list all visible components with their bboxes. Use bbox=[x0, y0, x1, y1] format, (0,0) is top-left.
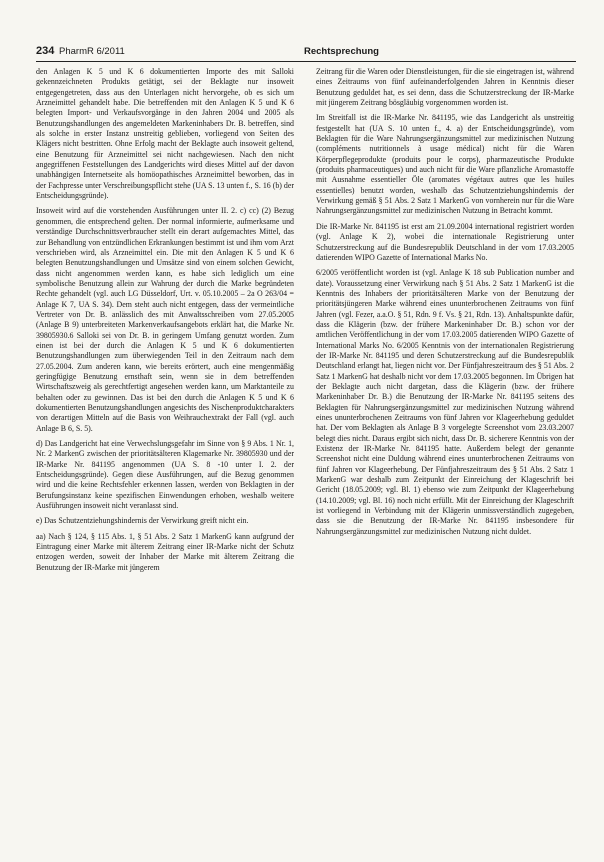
paragraph: Insoweit wird auf die vorstehenden Ausführungen unter II. 2. c) cc) (2) Bezug genommen, die entsprechend gelten. Der normal informierte, aufmerksame und verständige Durchschnittsverbraucher stellt ein derart aufgemachtes Mittel, das zur Behandlung von entzündlichen Erkrankungen bestimmt ist und ihm vom Arzt verschrieben wird, als Arzneimittel ein. Die mit den Anlagen K 5 und K 6 belegten Benutzungshandlungen und Umsätze sind von einem solchen Gewicht, dass nicht angenommen werden kann, es habe sich lediglich um eine symbolische Benutzung allein zur Wahrung der durch die Marke begründeten Rechte gehandelt (vgl. auch LG Düsseldorf, Urt. v. 05.10.2005 – 2a O 263/04 = Anlage K 7, UA S. 34). Dem steht auch nicht entgegen, dass der vermeintliche Vertreter von Dr. B. anlässlich des mit Anwaltsschreiben vom 27.05.2005 (Anlage B 9) unterbreiteten Markenverkaufsangebots erklärt hat, die Marke Nr. 39805930.6 Salloki sei von Dr. B. in geringem Umfang genutzt worden. Zum einen ist bei der durch die Anlagen K 5 und K 6 dokumentierten Benutzungshandlungen zum überwiegenden Teil in den Zeitraum nach dem 27.05.2004. Zum anderen kann, wie bereits erörtert, auch eine mengenmäßig geringfügige Benutzung ernsthaft sein, wenn sie in dem betreffenden Wirtschaftszweig als gerechtfertigt angesehen werden kann, um Marktanteile zu behalten oder zu gewinnen. Das ist bei den durch die Anlagen K 5 und K 6 dokumentierten Benutzungshandlungen angesichts des Nischenproduktcharakters von derartigen Mitteln auf die Basis von Weihrauchextrakt der Fall (vgl. auch Anlage B 6, S. 5). bbox=[36, 206, 294, 433]
section-title: Rechtsprechung bbox=[304, 46, 379, 57]
header-rule bbox=[36, 61, 576, 62]
paragraph: Die IR-Marke Nr. 841195 ist erst am 21.09.2004 international registriert worden (vgl. Anlage K 2), wobei die internationale Registrierung unter Schutzerstreckung auf die Bundesrepublik Deutschland in der vom 17.03.2005 datierenden WIPO Gazette of International Marks No. bbox=[316, 221, 574, 262]
left-column bbox=[36, 67, 294, 578]
paragraph: Zeitrang für die Waren oder Dienstleistungen, für die sie eingetragen ist, während eines Zeitraums von fünf aufeinanderfolgenden Jahren in Kenntnis dieser Benutzung geduldet hat, es sei denn, dass die Schutzerstreckung der IR-Marke mit jüngerem Zeitrang bösgläubig vorgenommen worden ist. bbox=[316, 67, 574, 108]
page-number: 234 bbox=[36, 45, 55, 57]
paragraph: aa) Nach § 124, § 115 Abs. 1, § 51 Abs. 2 Satz 1 MarkenG kann aufgrund der Eintragung einer Marke mit älterem Zeitrang einer IR-Marke nicht der Schutz entzogen werden, soweit der Inhaber der Marke mit älterem Zeitrang die Benutzung der IR-Marke mit jüngerem bbox=[36, 531, 294, 572]
journal-name: PharmR 6/2011 bbox=[59, 46, 125, 57]
right-column bbox=[316, 67, 574, 542]
paragraph: e) Das Schutzentziehungshindernis der Verwirkung greift nicht ein. bbox=[36, 516, 249, 526]
page-header bbox=[36, 44, 576, 62]
paragraph: d) Das Landgericht hat eine Verwechslungsgefahr im Sinne von § 9 Abs. 1 Nr. 1, Nr. 2 MarkenG zwischen der prioritätsälteren Klagemarke Nr. 39805930 und der IR-Marke Nr. 841195 angenommen (UA S. 8 -10 unter I. 2. der Entscheidungsgründe). Gegen diese Ausführungen, auf die Bezug genommen wird und die keine Rechtsfehler erkennen lassen, werden von Beklagten in der Berufungsinstanz keine spezifischen Einwendungen erhoben, weshalb weitere Ausführungen insoweit nicht veranlasst sind. bbox=[36, 439, 294, 511]
paragraph: 6/2005 veröffentlicht worden ist (vgl. Anlage K 18 sub Publication number and date). Voraussetzung einer Verwirkung nach § 51 Abs. 2 Satz 1 MarkenG ist die Kenntnis des Inhabers der prioritätsälteren Marke von der Benutzung der prioritätsjüngeren Marke während eines ununterbrochenen Zeitraums von fünf Jahren (vgl. Fezer, a.a.O. § 51, Rdn. 9 f. Vs. § 21, Rdn. 13). Anhaltspunkte dafür, dass die Klägerin (bzw. der frühere Markeninhaber Dr. B.) schon vor der amtlichen Veröffentlichung in der vom 17.03.2005 datierenden WIPO Gazette of International Marks No. 6/2005 Kenntnis von der internationalen Registrierung der IR-Marke Nr. 841195 und deren Schutzerstreckung auf die Bundesrepublik Deutschland erlangt hat, liegen nicht vor. Der Fünfjahreszeitraum des § 51 Abs. 2 Satz 1 MarkenG hat deshalb nicht vor dem 17.03.2005 begonnen. Im Übrigen hat der Beklagte auch nicht dargetan, dass die Klägerin (bzw. der frühere Markeninhaber Dr. B.) die Benutzung der IR-Marke Nr. 841195 seitens des Beklagten für Nahrungsergänzungsmittel zur medizinischen Nutzung während eines ununterbrochenen Zeitraums von fünf Jahren vor Klageerhebung geduldet hat. Der vom Beklagten als Anlage B 3 vorgelegte Screenshot vom 23.03.2007 belegt dies nicht. Daraus ergibt sich nicht, dass Dr. B. sicherere Kenntnis von der Existenz der IR-Marke Nr. 841195 hatte. Außerdem belegt der genannte Screenshot nicht eine Duldung während eines ununterbrochenen Zeitraums von fünf Jahren vor Klageerhebung. Der Fünfjahreszeitraum des § 51 Abs. 2 Satz 1 MarkenG war deshalb zum Zeitpunkt der Einreichung der Klageschrift bei Gericht (18.05.2009; vgl. Bl. 1) ebenso wie zum Zeitpunkt der Klageerhebung (14.10.2009; vgl. Bl. 16) noch nicht erfüllt. Mit der Einreichung der Klageschrift ist vorliegend in Verbindung mit der Klägerin unmissverständlich zugegeben, dass sie die Benutzung der IR-Marke Nr. 841195 insbesondere für Nahrungsergänzungsmittel zur medizinischen Nutzung nicht duldet. bbox=[316, 268, 574, 536]
paragraph: Im Streitfall ist die IR-Marke Nr. 841195, wie das Landgericht als unstreitig festgestellt hat (UA S. 10 unten f., 4. a) der Entscheidungsgründe), vom Beklagten für die Ware Nahrungsergänzungsmittel zur medizinischen Nutzung (compléments nutritionnels à usage médical) nicht für die Waren Körperpflegeprodukte (produits pour le corps), pharmazeutische Produkte (produits pharmaceutiques) und auch nicht für die Ware pflanzliche Aromastoffe mit Ausnahme essentieller Öle (aromates végétaux autres que les huiles essentielles) benutzt worden, weshalb das Schutzentziehungshindernis der Verwirkung gemäß § 51 Abs. 2 Satz 1 MarkenG von vornherein nur für die Ware Nahrungsergänzungsmittel zur medizinischen Nutzung in Betracht kommt. bbox=[316, 113, 574, 216]
paragraph: den Anlagen K 5 und K 6 dokumentierten Importe des mit Salloki gekennzeichneten Produkts getätigt, sei der Beklagte nur insoweit entgegengetreten, dass aus den Unterlagen nicht hervorgehe, ob es sich um Arzneimittel gehandelt habe. Die betreffenden mit den Anlagen K 5 und K 6 belegten Import- und Verkaufsvorgänge in den Jahren 2004 und 2005 als Benutzungshandlungen des angemeldeten Markeninhabers Dr. B. betreffen, sind als solche in erster Instanz unstreitig geblieben, vorliegend von Seiten des Klägers nicht bestritten. Ohne Erfolg macht der Beklagte auch insoweit geltend, eine Benutzung für Arzneimittel sei nicht nachgewiesen. Nach den nicht angegriffenen Feststellungen des Landgerichts wird dieses Mittel auf der davon unabhängigen Internetseite als homöopathisches Arzneimittel beworben, das in der Fachpresse unter Verschreibungspflicht stehe (UA S. 13 unten f., S. 16 (b) der Entscheidungsgründe). bbox=[36, 67, 294, 201]
